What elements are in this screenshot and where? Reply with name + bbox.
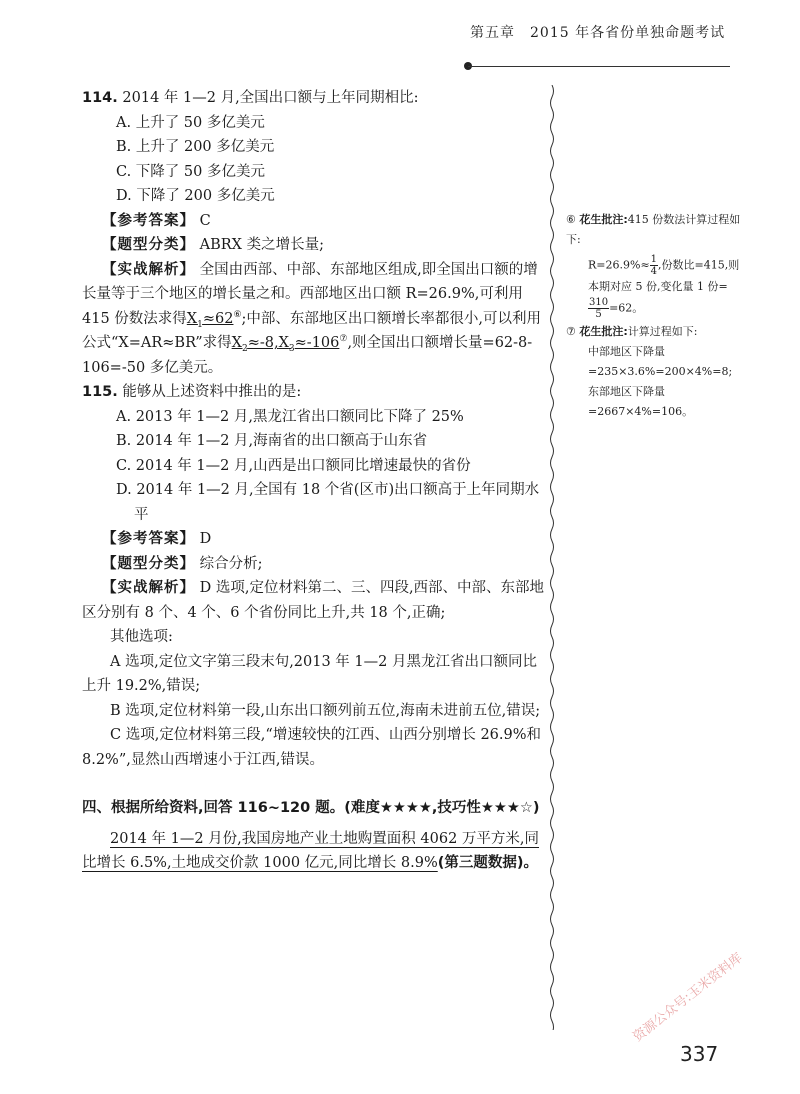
q114-stem: 114. 2014 年 1—2 月,全国出口额与上年同期相比: [82, 90, 419, 106]
q114-type: 【题型分类】 ABRX 类之增长量; [102, 237, 324, 253]
page-number: 337 [680, 1042, 719, 1066]
fraction-one-quarter: $\frac{1}{4}$ [650, 254, 658, 277]
q114-option-c: C. 下降了 50 多亿美元 [116, 163, 265, 180]
note-6: ⑥ 花生批注:415 份数法计算过程如下: [566, 213, 741, 246]
q114-option-a: A. 上升了 50 多亿美元 [116, 114, 265, 131]
q114-option-d: D. 下降了 200 多亿美元 [116, 188, 275, 204]
main-column [82, 86, 550, 876]
q114-option-b: B. 上升了 200 多亿美元 [116, 139, 275, 155]
footnote-7-ref: ⑦ [339, 334, 348, 345]
q114-analysis: 【实战解析】 全国由西部、中部、东部地区组成,即全国出口额的增长量等于三个地区的增长量之和。西部地区出口额 R=26.9%,可利用 415 份数法求得$X_1\approx 62^⑥$;中部、东部地区出口额增长率都很小,可以利用公式“X=AR≈BR”求得$X_2\approx-8,X_3\approx-106^⑦$,则全国出口额增长量=62-8-106=-50 多亿美元。 [82, 261, 542, 376]
section-4-heading: 四、根据所给资料,回答 116~120 题。(难度★★★★,技巧性★★★☆) [82, 800, 540, 816]
watermark-text: 资源公众号:玉米资料库 [630, 950, 746, 1045]
q115-option-c: C. 2014 年 1—2 月,山西是出口额同比增速最快的省份 [116, 457, 471, 474]
note-7-line-1: 中部地区下降量=235×3.6%=200×4%=8; [588, 345, 733, 378]
margin-notes [566, 210, 746, 422]
q115-option-b: B. 2014 年 1—2 月,海南省的出口额高于山东省 [116, 433, 428, 449]
q115-analysis-d: 【实战解析】 D 选项,定位材料第二、三、四段,西部、中部、东部地区分别有 8 个、4 个、6 个省份同比上升,共 18 个,正确; [82, 580, 545, 621]
note-6-formula: R=26.9%≈ $\frac{1}{4}$ ,份数比=415,则本期对应 5 份,变化量 1 份= $\frac{310}{5}$ =62。 [588, 254, 740, 320]
running-header: 第五章 2015 年各省份单独命题考试 [470, 25, 726, 41]
q115-analysis-b: B 选项,定位材料第一段,山东出口额列前五位,海南未进前五位,错误; [110, 702, 541, 719]
q115-type: 【题型分类】 综合分析; [102, 555, 263, 572]
q115-answer: 【参考答案】 D [102, 531, 212, 547]
header-rule [468, 66, 730, 67]
q115-analysis-a: A 选项,定位文字第三段末句,2013 年 1—2 月黑龙江省出口额同比上升 19.2%,错误; [82, 653, 537, 694]
q115-others-head: 其他选项: [110, 629, 173, 645]
fraction-310-over-5: $\frac{310}{5}$ [589, 297, 609, 320]
section-4-body: 2014 年 1—2 月份,我国房地产业土地购置面积 4062 万平方米,同比增长 6.5%,土地成交价款 1000 亿元,同比增长 8.9%(第三题数据)。 [82, 830, 540, 871]
footnote-6-ref: ⑥ [233, 309, 242, 320]
q115-stem: 115. 能够从上述资料中推出的是: [82, 384, 302, 400]
note-7-line-2: 东部地区下降量=2667×4%=106。 [588, 385, 694, 418]
q115-option-d: D. 2014 年 1—2 月,全国有 18 个省(区市)出口额高于上年同期水平 [116, 482, 540, 523]
q114-answer: 【参考答案】 C [102, 212, 211, 229]
q115-analysis-c: C 选项,定位材料第三段,“增速较快的江西、山西分别增长 26.9%和 8.2%”,显然山西增速小于江西,错误。 [82, 727, 542, 768]
q114-options [82, 111, 550, 209]
q115-option-a: A. 2013 年 1—2 月,黑龙江省出口额同比下降了 25% [116, 408, 464, 425]
note-7: ⑦ 花生批注:计算过程如下: [566, 325, 698, 338]
